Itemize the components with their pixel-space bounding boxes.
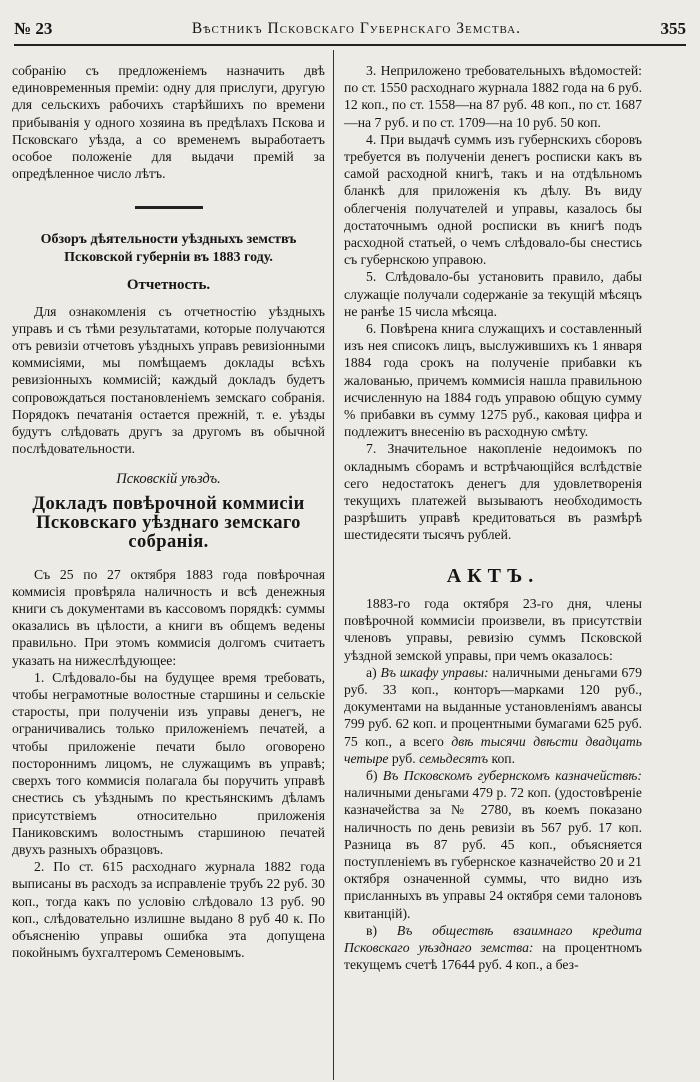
issue-number: № 23 xyxy=(14,19,53,38)
report-title: Докладъ повѣрочной коммисіи Псковскаго уѣзднаго земскаго собранія. xyxy=(32,493,305,552)
subsection-title: Отчетность. xyxy=(126,277,211,294)
item-1: 1. Слѣдовало-бы на будущее время требовать, чтобы неграмотные волостные старшины и сельскіе старосты, при полученіи изъ управы денегъ, не ограничивались только приложеніемъ печатей, а чтобы приложеніе печати было оговорено постороннимъ лицомъ, не служащимъ въ управѣ; сверхъ того коммисія полагала бы поручить управѣ снестись съ уѣзднымъ по крестьянскимъ дѣламъ присутствіемъ относительно приложенія Паниковскимъ волостнымъ старшиною печатей двухъ разныхъ образцовъ. xyxy=(12,669,325,857)
akt-item-a xyxy=(344,664,642,767)
item-3: 3. Неприложено требовательныхъ вѣдомостей: по ст. 1550 расходнаго журнала 1882 года на 6 руб. 12 коп., по ст. 1558—на 87 руб. 48 коп., по ст. 1687—на 7 руб. и по ст. 1709—на 10 руб. 50 коп. xyxy=(344,63,642,130)
akt-item-b-label: б) xyxy=(366,767,383,783)
akt-item-a-kop: семьдесятъ xyxy=(419,750,489,766)
left-column xyxy=(12,62,325,961)
akt-item-c-label: в) xyxy=(366,922,397,938)
akt-item-c xyxy=(344,922,642,974)
akt-item-b-place: Въ Псковскомъ губернскомъ казначействѣ: xyxy=(382,767,642,783)
continuation-paragraph: собранію съ предложеніемъ назначить двѣ единовременныя преміи: одну для прислуги, другую для сельскихъ рабочихъ старѣйшихъ по времени прибыванія у одного хозяина въ предѣлахъ Пскова и Псковскаго уѣзда, а со временемъ выработаетъ особое положеніе для выдачи премій за опредѣленное число лѣтъ. xyxy=(12,63,325,182)
section-title: Обзоръ дѣятельности уѣздныхъ земствъ Псковской губерніи въ 1883 году. xyxy=(40,232,297,266)
akt-item-a-total: двѣ тысячи двѣсти двадцать четыре xyxy=(344,733,642,766)
item-2: 2. По ст. 615 расходнаго журнала 1882 года выписаны въ расходъ за исправленіе трубъ 22 руб. 30 коп., тогда какъ по условію слѣдовало 13 руб. 90 коп., слѣдовательно излишне выдано 8 руб 40 к. По объясненію управы ошибка эта допущена покойнымъ бухгалтеромъ Семеновымъ. xyxy=(12,859,325,961)
right-column xyxy=(344,62,642,973)
column-divider xyxy=(333,50,334,1080)
reporting-paragraph: Для ознакомленія съ отчетностію уѣздныхъ управъ и съ тѣми результатами, которые получаются отъ ревизіи отчетовъ уѣздныхъ управъ ревизіонными коммисіями, мы помѣщаемъ доклады всѣхъ ревизіонныхъ коммисій; каждый докладъ будетъ сопровождаться постановленіемъ земскаго собранія. Порядокъ печатанія остается прежній, т. е. уѣзды будутъ слѣдовать другъ за другомъ въ обычной послѣдовательности. xyxy=(12,303,325,457)
item-6: 6. Повѣрена книга служащихъ и составленный изъ нея списокъ лицъ, выслужившихъ къ 1 января 1884 года срокъ на полученіе прибавки къ жалованью, причемъ коммисія нашла правильною исчисленную на 1884 годъ управою общую сумму % прибавки въ сумму 1275 руб., каковая цифра и подлежитъ внесенію въ расходную смѣту. xyxy=(344,321,642,440)
section-rule xyxy=(135,206,203,209)
akt-heading: АКТЪ. xyxy=(446,564,540,587)
akt-item-c-text: на процентномъ текущемъ счетѣ 17644 руб. 4 коп., а без- xyxy=(344,939,642,973)
intro-paragraph: Съ 25 по 27 октября 1883 года повѣрочная коммисія провѣряла наличность и всѣ денежныя книги съ документами въ кассовомъ порядкѣ: суммы оказались въ цѣлости, а книги въ общемъ ведены правильно. При этомъ коммисія долгомъ считаетъ указать на нижеслѣдующее: xyxy=(12,566,325,668)
akt-item-a-place: Въ шкафу управы: xyxy=(380,664,489,680)
akt-intro: 1883-го года октября 23-го дня, члены повѣрочной коммисіи произвели, въ присутствіи членовъ управы, ревизію суммъ Псковской уѣздной земской управы, при чемъ оказалось: xyxy=(344,595,642,663)
akt-item-c-place: Въ обществѣ взаимнаго кредита Псковскаго уѣзднаго земства: xyxy=(344,922,642,955)
journal-title: Вѣстникъ Псковскаго Губернскаго Земства. xyxy=(191,20,522,37)
akt-item-a-rub: руб. xyxy=(388,750,420,766)
akt-item-b xyxy=(344,767,642,922)
page-header xyxy=(14,14,686,46)
akt-item-b-text: наличными деньгами 479 р. 72 коп. (удостовѣреніе казначейства за № 2780, въ коемъ показано наличность по день ревизіи въ 567 руб. 17 коп. Разница въ 87 руб. 45 коп., объясняется поступленіемъ въ губернское казначейство 20 и 21 октября означенной суммы, что видно изъ присланныхъ въ управы 24 октября семи талоновъ квитанцій). xyxy=(344,785,642,921)
item-4: 4. При выдачѣ суммъ изъ губернскихъ сборовъ требуется въ полученіи денегъ росписки какъ въ самой расходной книгѣ, такъ и на отдѣльномъ бланкѣ для приложенія къ дѣлу. Въ виду облегченія получателей и управы, казалось бы достаточнымъ одной росписки въ книгѣ подъ расходной статьей, о чемъ слѣдовало-бы снестись съ губернскою управою. xyxy=(344,131,642,268)
akt-item-a-end: коп. xyxy=(488,750,516,766)
page-number: 355 xyxy=(660,19,686,38)
item-5: 5. Слѣдовало-бы установить правило, дабы служащіе получали содержаніе за текущій мѣсяцъ не ранѣе 15 числа мѣсяца. xyxy=(344,269,642,319)
item-7: 7. Значительное накопленіе недоимокъ по окладнымъ сборамъ и встрѣчающійся вслѣдствіе сего недостатокъ денегъ для удовлетворенія текущихъ платежей вызываютъ необходимость разрѣшить управѣ кредитоваться въ размѣрѣ шестидесяти тысячъ рублей. xyxy=(344,441,642,543)
akt-item-a-text: наличными деньгами 679 руб. 33 коп., конторъ—марками 120 руб., документами на выданные установленіямъ авансы 799 руб. 62 коп. и процентными бумагами 625 руб. 75 коп., а всего xyxy=(344,664,642,749)
district-heading: Псковскій уѣздъ. xyxy=(116,471,221,488)
akt-item-a-label: а) xyxy=(366,664,381,680)
